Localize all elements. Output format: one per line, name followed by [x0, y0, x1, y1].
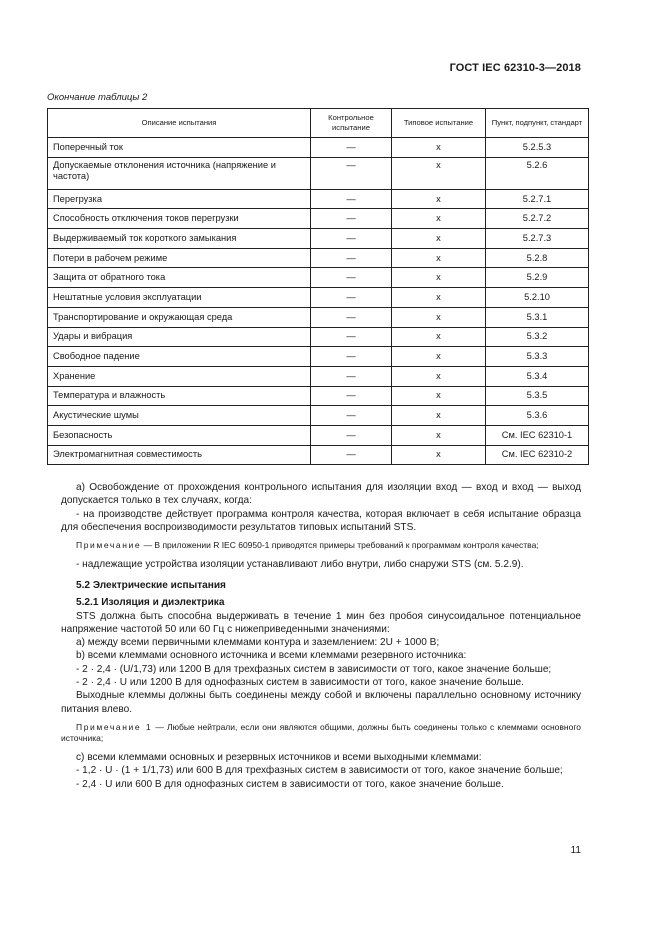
table-cell: Температура и влажность: [48, 386, 311, 406]
table-row: [48, 425, 589, 445]
note-text: — Любые нейтрали, если они являются общими, должны быть соединены только с клеммами основного источника;: [61, 721, 581, 744]
table-cell: —: [311, 386, 392, 406]
table-cell: —: [311, 366, 392, 386]
table-cell: x: [392, 445, 486, 465]
table-row: [48, 157, 589, 189]
table-cell: —: [311, 268, 392, 288]
table-cell: Хранение: [48, 366, 311, 386]
paragraph: STS должна быть способна выдерживать в течение 1 мин без пробоя синусоидальное потенциальное напряжение частотой 50 или 60 Гц с нижеприведенными значениями:: [61, 610, 581, 635]
table-cell: 5.2.7.3: [486, 229, 589, 249]
table-cell: x: [392, 209, 486, 229]
table-cell: x: [392, 347, 486, 367]
table-cell: Нештатные условия эксплуатации: [48, 288, 311, 308]
table-cell: —: [311, 445, 392, 465]
table-cell: 5.2.6: [486, 157, 589, 189]
table-row: [48, 209, 589, 229]
table-cell: 5.3.1: [486, 307, 589, 327]
table-cell: Удары и вибрация: [48, 327, 311, 347]
paragraph: a) между всеми первичными клеммами контура и заземлением: 2U + 1000 B;: [76, 637, 440, 649]
table-cell: x: [392, 288, 486, 308]
table-cell: Акустические шумы: [48, 406, 311, 426]
table-row: [48, 327, 589, 347]
paragraph: - 2,4 · U или 600 В для однофазных систем в зависимости от того, какое значение больше.: [76, 778, 504, 790]
table-row: [48, 268, 589, 288]
table-row: [48, 248, 589, 268]
table-cell: —: [311, 229, 392, 249]
table-cell: 5.2.8: [486, 248, 589, 268]
table-row: [48, 406, 589, 426]
table-cell: x: [392, 307, 486, 327]
paragraph: - на производстве действует программа контроля качества, которая включает в себя испытание образца для обеспечения воспроизводимости результатов типовых испытаний STS.: [61, 508, 581, 533]
tests-table: [47, 108, 589, 465]
table-cell: x: [392, 327, 486, 347]
table-cell: 5.2.7.2: [486, 209, 589, 229]
column-header: Описание испытания: [48, 109, 311, 138]
table-cell: Свободное падение: [48, 347, 311, 367]
note: [61, 540, 581, 552]
table-row: [48, 307, 589, 327]
table-row: [48, 386, 589, 406]
table-cell: Способность отключения токов перегрузки: [48, 209, 311, 229]
note-text: — В приложении R IEC 60950-1 приводятся примеры требований к программам контроля качества;: [141, 540, 539, 551]
table-cell: Выдерживаемый ток короткого замыкания: [48, 229, 311, 249]
table-cell: 5.3.2: [486, 327, 589, 347]
table-cell: —: [311, 189, 392, 209]
table-cell: x: [392, 248, 486, 268]
table-row: [48, 445, 589, 465]
subsection-heading: 5.2.1 Изоляция и диэлектрика: [76, 597, 225, 609]
table-cell: —: [311, 157, 392, 189]
table-cell: Электромагнитная совместимость: [48, 445, 311, 465]
table-cell: Потери в рабочем режиме: [48, 248, 311, 268]
table-cell: x: [392, 189, 486, 209]
table-cell: Транспортирование и окружающая среда: [48, 307, 311, 327]
table-cell: 5.2.5.3: [486, 138, 589, 158]
table-cell: x: [392, 366, 486, 386]
table-cell: —: [311, 209, 392, 229]
column-header: Пункт, подпункт, стандарт: [486, 109, 589, 138]
table-cell: x: [392, 425, 486, 445]
paragraph: - 2 · 2,4 · U или 1200 В для однофазных систем в зависимости от того, какое значение больше.: [76, 677, 524, 689]
table-cell: 5.3.4: [486, 366, 589, 386]
paragraph: - надлежащие устройства изоляции устанавливают либо внутри, либо снаружи STS (см. 5.2.9).: [76, 558, 524, 570]
table-cell: 5.2.7.1: [486, 189, 589, 209]
table-header-row: [48, 109, 589, 138]
table-cell: 5.3.3: [486, 347, 589, 367]
table-cell: x: [392, 229, 486, 249]
paragraph: Выходные клеммы должны быть соединены между собой и включены параллельно основному источнику питания влево.: [61, 690, 581, 715]
table-cell: 5.2.9: [486, 268, 589, 288]
table-cell: —: [311, 425, 392, 445]
table-cell: x: [392, 406, 486, 426]
section-heading: 5.2 Электрические испытания: [76, 579, 226, 591]
note-label: Примечание: [76, 540, 142, 551]
table-row: [48, 229, 589, 249]
table-caption: Окончание таблицы 2: [47, 92, 148, 103]
table-cell: 5.3.5: [486, 386, 589, 406]
table-cell: —: [311, 138, 392, 158]
table-row: [48, 347, 589, 367]
table-cell: —: [311, 347, 392, 367]
table-cell: —: [311, 288, 392, 308]
table-row: [48, 138, 589, 158]
table-cell: Поперечный ток: [48, 138, 311, 158]
table-cell: x: [392, 157, 486, 189]
note: [61, 722, 581, 745]
table-cell: Допускаемые отклонения источника (напряжение и частота): [48, 157, 311, 189]
table-cell: Безопасность: [48, 425, 311, 445]
page-number: 11: [570, 845, 581, 856]
table-row: [48, 189, 589, 209]
table-cell: 5.3.6: [486, 406, 589, 426]
paragraph: b) всеми клеммами основного источника и всеми клеммами резервного источника:: [76, 650, 467, 662]
table-cell: x: [392, 386, 486, 406]
paragraph: a) Освобождение от прохождения контрольного испытания для изоляции вход — вход и вход — выход допускается только в тех случаях, когда:: [61, 482, 581, 507]
table-cell: —: [311, 406, 392, 426]
paragraph: - 2 · 2,4 · (U/1,73) или 1200 В для трехфазных систем в зависимости от того, какое значение больше;: [76, 663, 552, 675]
paragraph: - 1,2 · U · (1 + 1/1,73) или 600 В для трехфазных систем в зависимости от того, какое значение больше;: [76, 765, 563, 777]
table-cell: x: [392, 268, 486, 288]
note-label: Примечание 1: [76, 721, 153, 732]
table-cell: См. IEC 62310-2: [486, 445, 589, 465]
document-header: ГОСТ IEC 62310-3—2018: [449, 62, 581, 74]
table-row: [48, 366, 589, 386]
table-row: [48, 288, 589, 308]
table-cell: Защита от обратного тока: [48, 268, 311, 288]
table-cell: 5.2.10: [486, 288, 589, 308]
paragraph: c) всеми клеммами основных и резервных источников и всеми выходными клеммами:: [76, 751, 482, 763]
column-header: Контрольное испытание: [311, 109, 392, 138]
column-header: Типовое испытание: [392, 109, 486, 138]
table-cell: —: [311, 248, 392, 268]
table-cell: См. IEC 62310-1: [486, 425, 589, 445]
table-cell: x: [392, 138, 486, 158]
table-cell: —: [311, 307, 392, 327]
body-text: [61, 481, 581, 791]
table-cell: Перегрузка: [48, 189, 311, 209]
table-cell: —: [311, 327, 392, 347]
